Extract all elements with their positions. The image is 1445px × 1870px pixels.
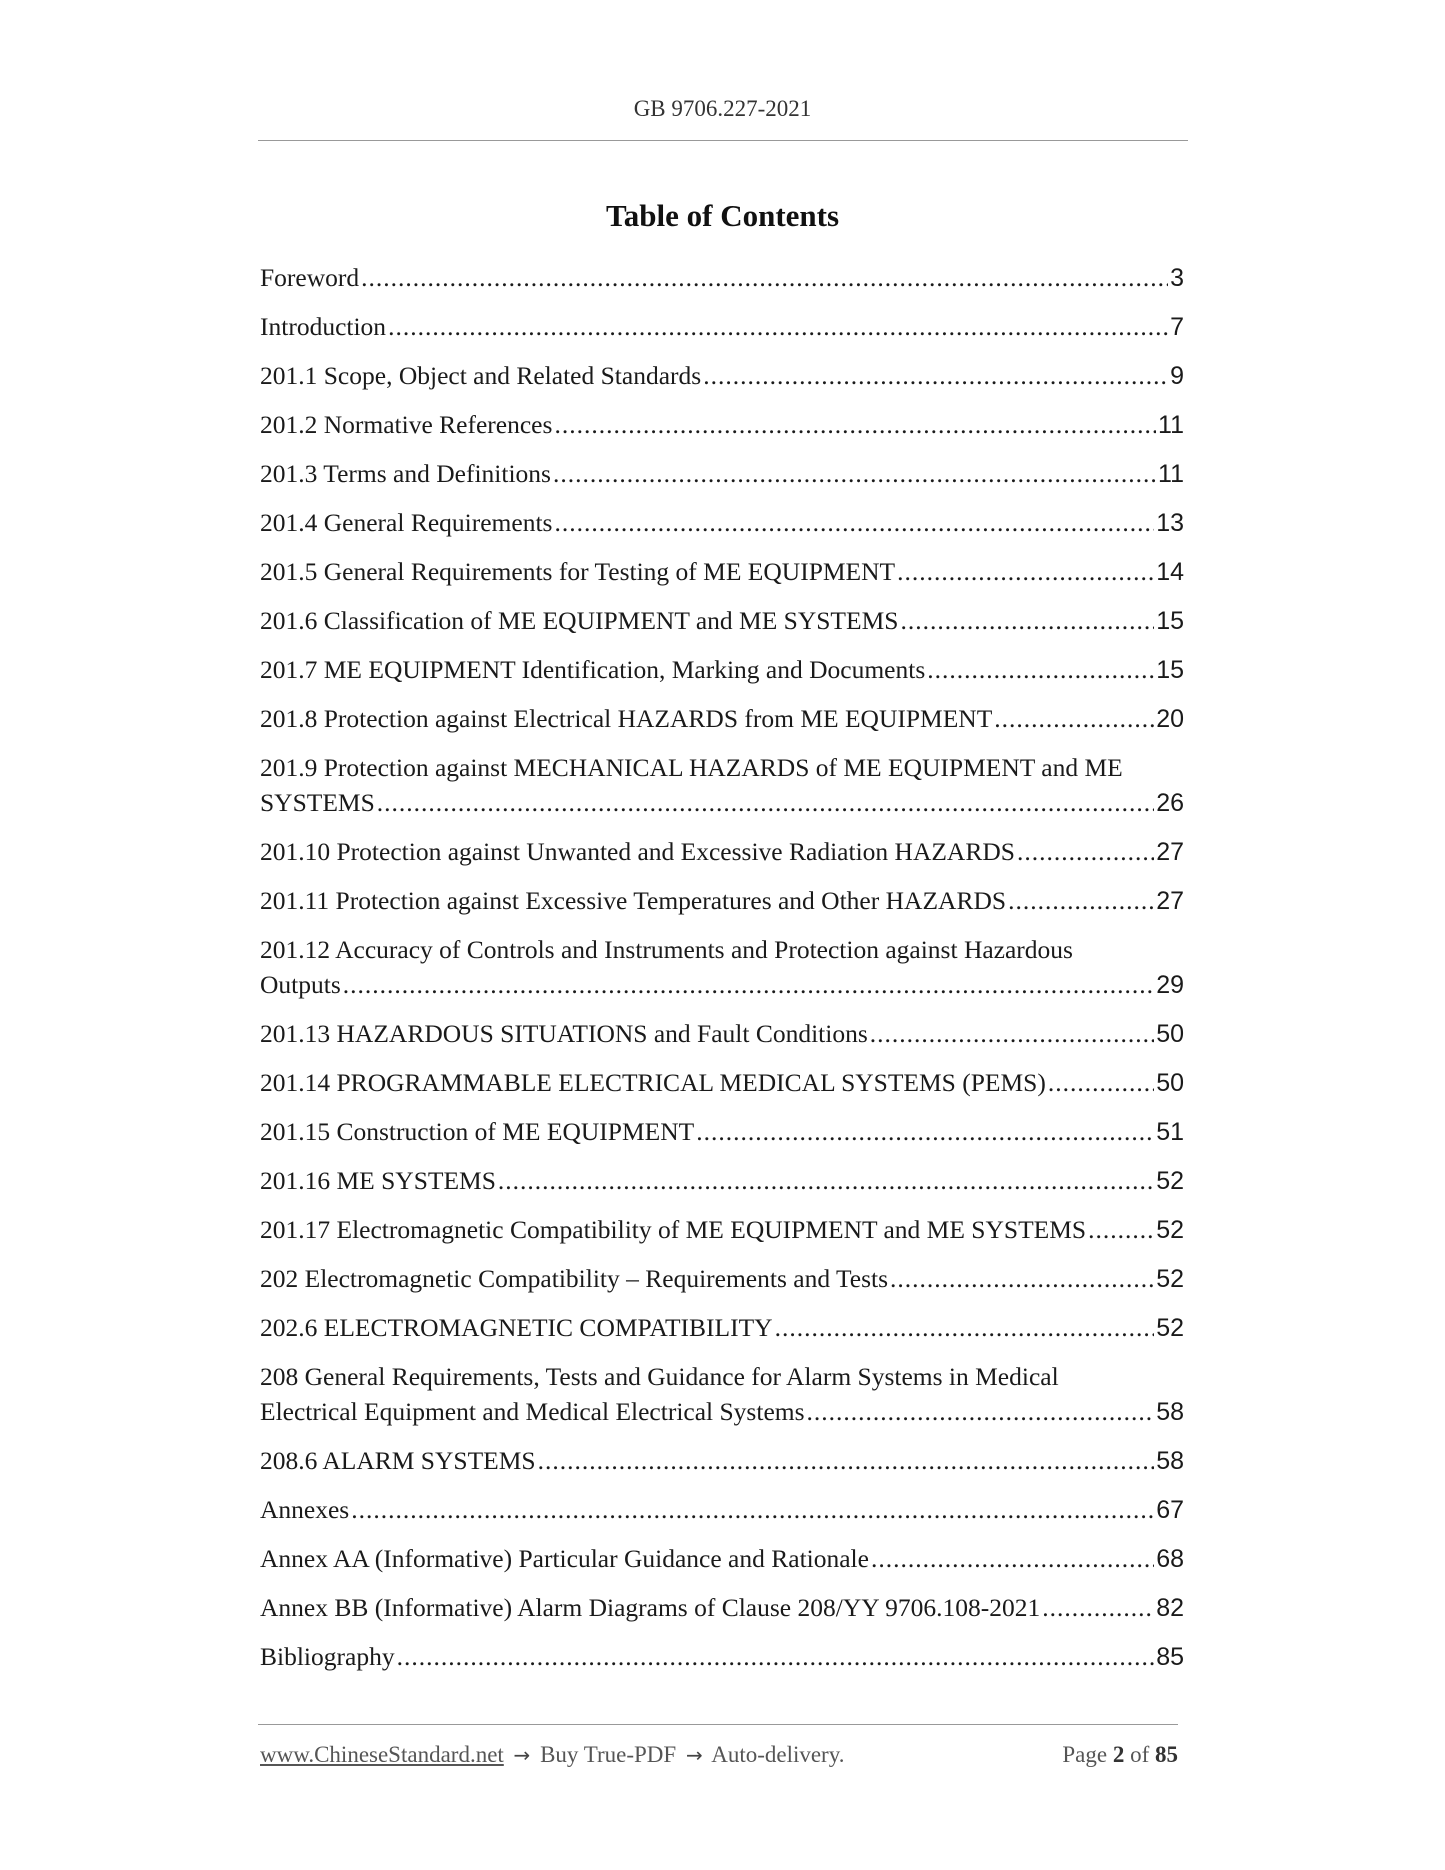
toc-entry-label: 201.5 General Requirements for Testing of ME EQUIPMENT	[260, 557, 896, 586]
dot-leader	[397, 1639, 1155, 1674]
toc-entry[interactable]	[260, 1114, 1184, 1150]
toc-entry-page: 11	[1158, 460, 1184, 488]
dot-leader	[553, 456, 1156, 491]
dot-leader	[994, 701, 1154, 736]
dot-leader	[554, 505, 1154, 540]
toc-entry-label: 201.10 Protection against Unwanted and Excessive Radiation HAZARDS	[260, 837, 1015, 866]
right-arrow-icon: →	[513, 1743, 531, 1767]
dot-leader	[498, 1163, 1154, 1198]
dot-leader	[897, 554, 1154, 589]
toc-entry-label: Bibliography	[260, 1642, 395, 1671]
toc-entry[interactable]	[260, 603, 1184, 639]
footer-divider	[258, 1724, 1178, 1725]
dot-leader	[703, 358, 1168, 393]
page-footer	[260, 1742, 1178, 1768]
toc-entry-label: Annex AA (Informative) Particular Guidance and Rationale	[260, 1544, 869, 1573]
toc-entry-page: 13	[1156, 509, 1184, 537]
dot-leader	[361, 260, 1168, 295]
toc-entry-page: 3	[1170, 264, 1184, 292]
toc-entry-page: 82	[1156, 1594, 1184, 1622]
dot-leader	[1048, 1065, 1154, 1100]
toc-entry-page: 9	[1170, 362, 1184, 390]
dot-leader	[927, 652, 1154, 687]
toc-entry[interactable]	[260, 1212, 1184, 1248]
toc-entry-label: 201.16 ME SYSTEMS	[260, 1166, 496, 1195]
toc-entry[interactable]	[260, 1492, 1184, 1528]
toc-entry-label-line1: 201.9 Protection against MECHANICAL HAZARDS of ME EQUIPMENT and ME	[260, 753, 1123, 782]
toc-entry[interactable]	[260, 1639, 1184, 1675]
toc-entry-page: 27	[1156, 887, 1184, 915]
footer-promo	[260, 1742, 844, 1768]
toc-entry[interactable]	[260, 407, 1184, 443]
toc-entry[interactable]	[260, 652, 1184, 688]
delivery-text: Auto-delivery.	[711, 1742, 845, 1767]
toc-entry-page: 52	[1156, 1265, 1184, 1293]
toc-entry[interactable]	[260, 358, 1184, 394]
toc-entry-label: 201.7 ME EQUIPMENT Identification, Marking and Documents	[260, 655, 926, 684]
toc-entry[interactable]	[260, 834, 1184, 870]
dot-leader	[388, 309, 1168, 344]
toc-entry-label: 201.13 HAZARDOUS SITUATIONS and Fault Conditions	[260, 1019, 868, 1048]
dot-leader	[807, 1394, 1155, 1429]
page-word: Page	[1062, 1742, 1108, 1767]
dot-leader	[1088, 1212, 1154, 1247]
dot-leader	[1042, 1590, 1154, 1625]
toc-entry-label: 201.3 Terms and Definitions	[260, 459, 551, 488]
toc-entry-label: 201.2 Normative References	[260, 410, 553, 439]
toc-entry-label-line1: 208 General Requirements, Tests and Guidance for Alarm Systems in Medical	[260, 1362, 1059, 1391]
toc-entry-label: Foreword	[260, 263, 360, 292]
table-of-contents	[260, 260, 1184, 1688]
toc-entry-label: Annexes	[260, 1495, 350, 1524]
dot-leader	[377, 785, 1154, 820]
toc-entry-page: 52	[1156, 1314, 1184, 1342]
buy-text: Buy True-PDF	[540, 1742, 677, 1767]
toc-entry-page: 67	[1156, 1496, 1184, 1524]
right-arrow-icon: →	[685, 1743, 703, 1767]
toc-entry[interactable]	[260, 505, 1184, 541]
toc-entry[interactable]	[260, 1065, 1184, 1101]
dot-leader	[554, 407, 1156, 442]
toc-entry[interactable]	[260, 1261, 1184, 1297]
toc-entry[interactable]	[260, 260, 1184, 296]
toc-entry[interactable]	[260, 1541, 1184, 1577]
toc-entry-label: 201.4 General Requirements	[260, 508, 553, 537]
document-code-header: GB 9706.227-2021	[633, 96, 812, 121]
toc-entry-label: 208.6 ALARM SYSTEMS	[260, 1446, 536, 1475]
toc-entry-page: 52	[1156, 1167, 1184, 1195]
dot-leader	[1017, 834, 1154, 869]
toc-entry-page: 14	[1156, 558, 1184, 586]
toc-entry[interactable]	[260, 1359, 1184, 1430]
toc-entry-page: 58	[1156, 1398, 1184, 1426]
toc-entry-label: 202.6 ELECTROMAGNETIC COMPATIBILITY	[260, 1313, 773, 1342]
toc-entry-page: 26	[1156, 789, 1184, 817]
toc-entry[interactable]	[260, 883, 1184, 919]
toc-entry-label: 201.17 Electromagnetic Compatibility of ME EQUIPMENT and ME SYSTEMS	[260, 1215, 1087, 1244]
toc-entry[interactable]	[260, 932, 1184, 1003]
toc-entry-page: 50	[1156, 1020, 1184, 1048]
toc-entry-page: 27	[1156, 838, 1184, 866]
total-pages-number: 85	[1155, 1742, 1178, 1767]
toc-entry-label-line2: SYSTEMS	[260, 788, 375, 817]
toc-entry-page: 15	[1156, 656, 1184, 684]
toc-entry-page: 11	[1158, 411, 1184, 439]
toc-entry[interactable]	[260, 1310, 1184, 1346]
toc-entry-page: 58	[1156, 1447, 1184, 1475]
header-divider	[258, 140, 1188, 141]
toc-entry-page: 29	[1156, 971, 1184, 999]
toc-entry-label: 201.1 Scope, Object and Related Standards	[260, 361, 702, 390]
toc-entry-page: 51	[1156, 1118, 1184, 1146]
toc-entry-page: 52	[1156, 1216, 1184, 1244]
dot-leader	[775, 1310, 1155, 1345]
dot-leader	[696, 1114, 1154, 1149]
toc-entry-page: 85	[1156, 1643, 1184, 1671]
toc-entry-page: 20	[1156, 705, 1184, 733]
dot-leader	[538, 1443, 1155, 1478]
toc-entry[interactable]	[260, 1590, 1184, 1626]
current-page-number: 2	[1112, 1742, 1125, 1767]
toc-entry-label: Annex BB (Informative) Alarm Diagrams of Clause 208/YY 9706.108-2021	[260, 1593, 1041, 1622]
toc-entry[interactable]	[260, 750, 1184, 821]
toc-entry-page: 68	[1156, 1545, 1184, 1573]
toc-entry[interactable]	[260, 1163, 1184, 1199]
toc-entry[interactable]	[260, 701, 1184, 737]
toc-entry-label: 201.6 Classification of ME EQUIPMENT and ME SYSTEMS	[260, 606, 899, 635]
page-counter	[1062, 1742, 1178, 1768]
toc-entry[interactable]	[260, 1016, 1184, 1052]
toc-title: Table of Contents	[605, 198, 840, 233]
dot-leader	[890, 1261, 1154, 1296]
toc-entry-label: 201.8 Protection against Electrical HAZARDS from ME EQUIPMENT	[260, 704, 993, 733]
dot-leader	[351, 1492, 1154, 1527]
toc-entry-page: 7	[1170, 313, 1184, 341]
dot-leader	[870, 1016, 1154, 1051]
toc-entry-page: 15	[1156, 607, 1184, 635]
dot-leader	[900, 603, 1154, 638]
toc-entry-label: 202 Electromagnetic Compatibility – Requirements and Tests	[260, 1264, 889, 1293]
toc-entry[interactable]	[260, 456, 1184, 492]
toc-entry[interactable]	[260, 1443, 1184, 1479]
toc-entry-label: 201.14 PROGRAMMABLE ELECTRICAL MEDICAL SYSTEMS (PEMS)	[260, 1068, 1046, 1097]
toc-entry-label: Introduction	[260, 312, 387, 341]
of-word: of	[1130, 1742, 1150, 1767]
dot-leader	[871, 1541, 1154, 1576]
toc-entry[interactable]	[260, 309, 1184, 345]
dot-leader	[343, 967, 1154, 1002]
toc-entry-label-line2: Electrical Equipment and Medical Electrical Systems	[260, 1397, 805, 1426]
dot-leader	[1008, 883, 1154, 918]
toc-entry-label-line2: Outputs	[260, 970, 341, 999]
toc-entry-label-line1: 201.12 Accuracy of Controls and Instruments and Protection against Hazardous	[260, 935, 1073, 964]
website-link[interactable]: www.ChineseStandard.net	[260, 1742, 504, 1767]
toc-entry-label: 201.11 Protection against Excessive Temperatures and Other HAZARDS	[260, 886, 1007, 915]
toc-entry-page: 50	[1156, 1069, 1184, 1097]
toc-entry[interactable]	[260, 554, 1184, 590]
toc-entry-label: 201.15 Construction of ME EQUIPMENT	[260, 1117, 695, 1146]
